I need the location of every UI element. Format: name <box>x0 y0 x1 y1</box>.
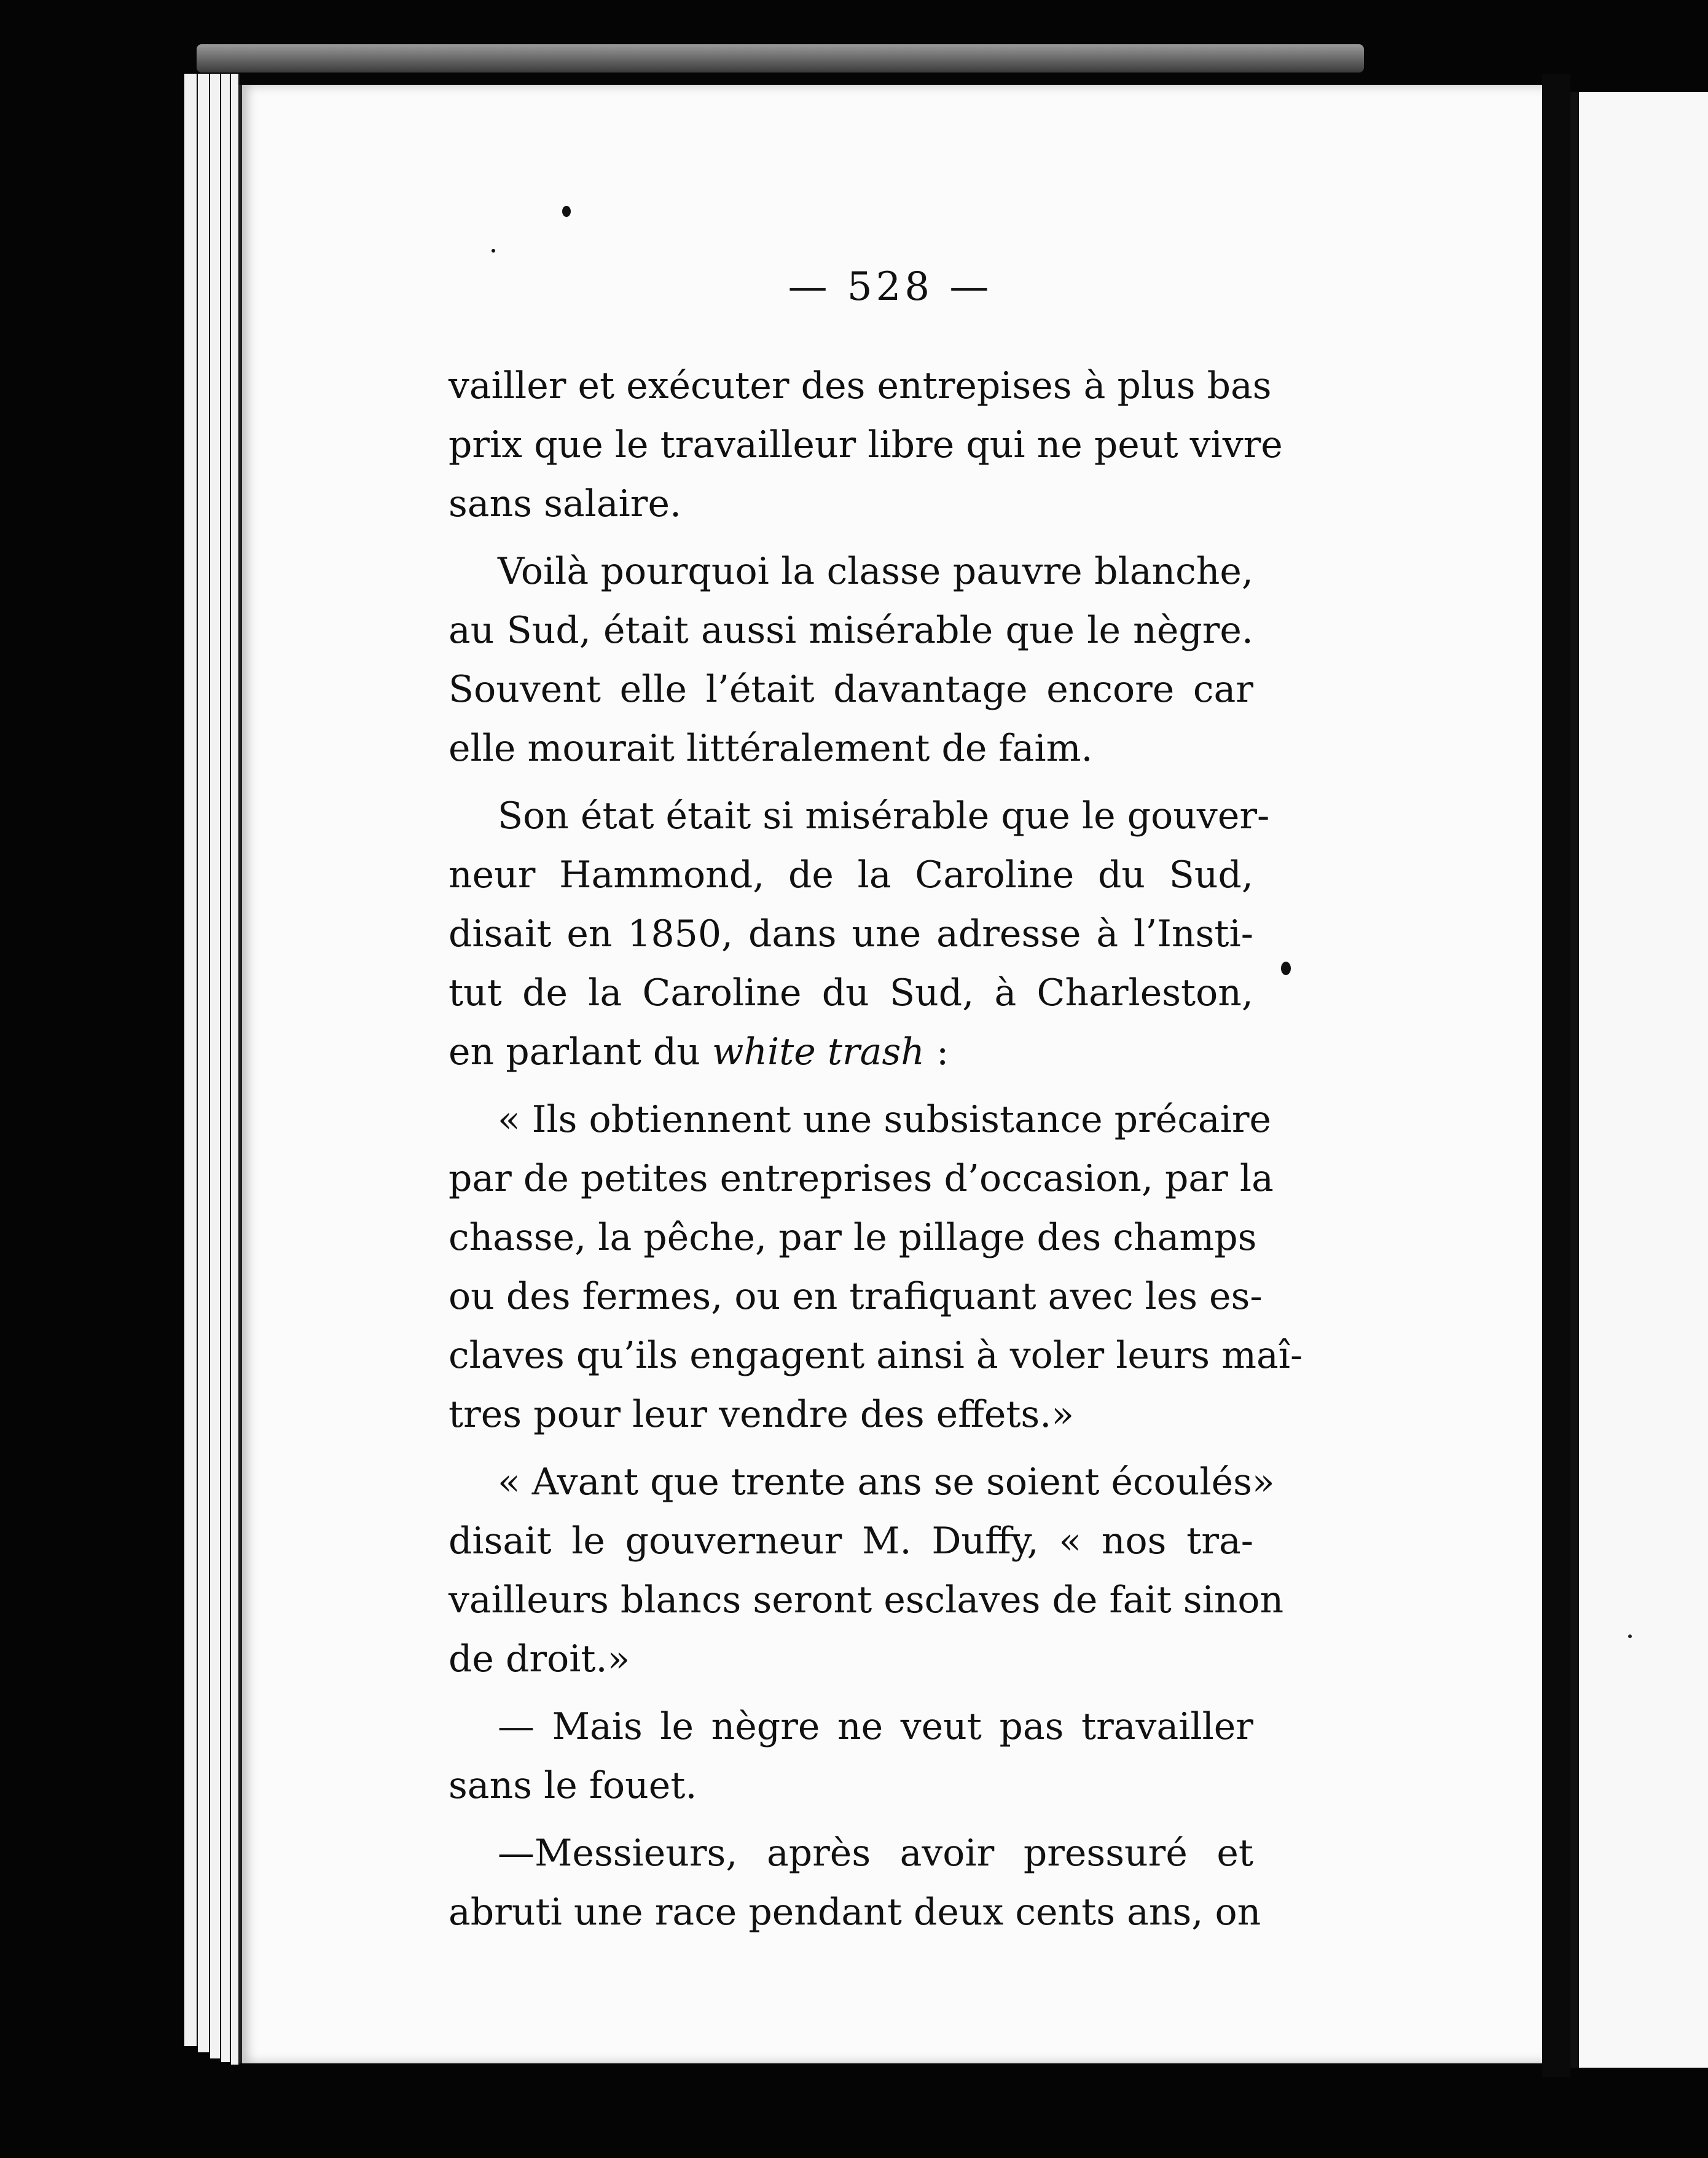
text-line: vailleurs blancs seront esclaves de fait sinon <box>449 1579 1284 1622</box>
paragraph <box>449 1090 1303 1444</box>
page-number: — 528 — <box>788 264 993 310</box>
ink-speck <box>492 249 495 253</box>
text-line: tut de la Caroline du Sud, à Charleston, <box>449 971 1253 1014</box>
text-line: tres pour leur vendre des effets.» <box>449 1393 1075 1436</box>
ink-speck <box>562 206 571 217</box>
text-line: abruti une race pendant deux cents ans, on <box>449 1891 1261 1934</box>
text-line: elle mourait littéralement de faim. <box>449 727 1093 770</box>
text-line: disait en 1850, dans une adresse à l’Insti- <box>449 912 1253 955</box>
text-line: —Messieurs, après avoir pressuré et <box>498 1832 1253 1875</box>
text-line <box>449 1022 1253 1081</box>
page-edge <box>221 74 232 2062</box>
text-line: claves qu’ils engagent ainsi à voler leurs maî- <box>449 1334 1303 1377</box>
text-fragment: : <box>924 1030 949 1073</box>
paragraph <box>449 356 1283 533</box>
page-edge <box>198 74 211 2052</box>
book-gutter <box>1542 74 1570 2077</box>
page-edge <box>184 74 198 2046</box>
text-line: vailler et exécuter des entrepises à plus bas <box>449 364 1272 407</box>
text-fragment: en parlant du <box>449 1030 712 1073</box>
ink-speck <box>1281 962 1291 975</box>
book-top-edge <box>197 44 1364 73</box>
text-line: sans salaire. <box>449 482 682 525</box>
text-line: neur Hammond, de la Caroline du Sud, <box>449 853 1253 897</box>
page-body <box>449 356 1303 1950</box>
text-line: Son état était si misérable que le gouver- <box>498 795 1270 838</box>
text-line: ou des fermes, ou en trafiquant avec les es- <box>449 1275 1263 1318</box>
right-page-edge <box>1570 92 1708 2068</box>
text-line: Souvent elle l’était davantage encore car <box>449 668 1253 711</box>
text-line: — Mais le nègre ne veut pas travailler <box>498 1705 1253 1748</box>
ink-speck <box>1628 1634 1632 1638</box>
paragraph <box>449 1697 1253 1815</box>
text-line: de droit.» <box>449 1638 630 1681</box>
text-line: Voilà pourquoi la classe pauvre blanche, <box>498 550 1253 593</box>
page-edge <box>210 74 222 2058</box>
paragraph <box>449 787 1270 1081</box>
italic-term: white trash <box>712 1030 925 1073</box>
text-line: « Avant que trente ans se soient écoulés» <box>498 1461 1275 1504</box>
text-line: « Ils obtiennent une subsistance précaire <box>498 1098 1272 1141</box>
text-line: prix que le travailleur libre qui ne peut vivre <box>449 423 1283 466</box>
text-line: disait le gouverneur M. Duffy, « nos tra- <box>449 1520 1253 1563</box>
text-line: chasse, la pêche, par le pillage des champs <box>449 1216 1257 1259</box>
paragraph <box>449 542 1253 778</box>
text-line: au Sud, était aussi misérable que le nègre. <box>449 609 1253 652</box>
paragraph <box>449 1453 1284 1689</box>
paragraph <box>449 1824 1261 1942</box>
text-line: sans le fouet. <box>449 1764 697 1807</box>
text-line: par de petites entreprises d’occasion, par la <box>449 1157 1274 1200</box>
